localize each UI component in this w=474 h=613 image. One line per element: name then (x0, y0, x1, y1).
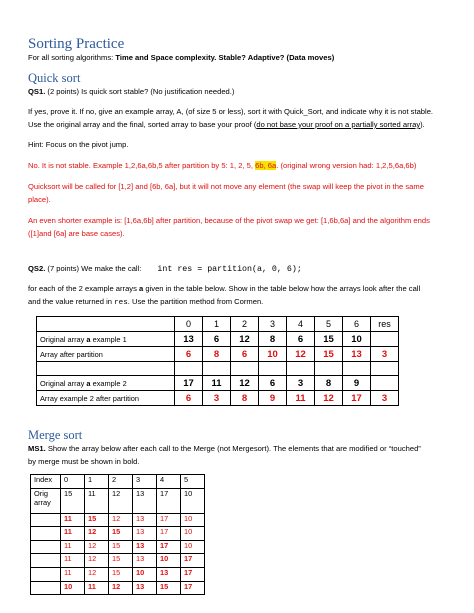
row-label: Original array a example 1 (37, 332, 175, 347)
table-cell: 6 (175, 391, 203, 406)
qs1-answer-1-pre: No. It is not stable. Example 1,2,6a,6b,5 after partition by 5: 1, 2, 5, (28, 161, 256, 170)
table-cell: 12 (109, 488, 133, 513)
qs1-hint: Hint: Focus on the pivot jump. (28, 140, 129, 149)
merge-header-cell: 2 (109, 475, 133, 489)
qs1-answer-1-highlight: 6b, 6a (255, 161, 277, 170)
merge-step-label (31, 527, 61, 541)
merge-header-cell: 0 (61, 475, 85, 489)
table-cell: 13 (133, 513, 157, 527)
table-cell: 17 (343, 391, 371, 406)
merge-orig-label: Orig array (31, 488, 61, 513)
table-cell: 10 (157, 554, 181, 568)
table-cell: 13 (133, 540, 157, 554)
table-cell: 6 (231, 347, 259, 362)
partition-header-cell: 3 (259, 317, 287, 332)
merge-table (30, 474, 205, 595)
row-label: Original array a example 2 (37, 376, 175, 391)
table-cell: 13 (175, 332, 203, 347)
table-cell: 8 (203, 347, 231, 362)
table-cell: 15 (109, 527, 133, 541)
partition-row-example-2 (37, 376, 399, 391)
table-cell: 15 (109, 540, 133, 554)
table-cell: 17 (181, 581, 205, 595)
table-cell: 11 (203, 376, 231, 391)
merge-step-label (31, 581, 61, 595)
quicksort-heading: Quick sort (28, 71, 81, 85)
partition-header-cell: 6 (343, 317, 371, 332)
table-cell: 17 (181, 567, 205, 581)
table-cell: 11 (85, 581, 109, 595)
table-cell: 13 (133, 488, 157, 513)
partition-row-after-2 (37, 391, 399, 406)
qs2-desc-2 (28, 296, 452, 310)
merge-header-cell: 3 (133, 475, 157, 489)
partition-row-example-1 (37, 332, 399, 347)
table-cell: 17 (157, 527, 181, 541)
table-cell: 15 (85, 513, 109, 527)
qs2-code: int res = partition(a, 0, 6); (157, 265, 302, 274)
qs1-question (28, 86, 452, 99)
qs1-line2-underlined: do not base your proof on a partially sorted array (256, 120, 421, 129)
qs2-desc-1-pre: for each of the 2 example arrays (28, 284, 140, 293)
table-cell: 17 (157, 488, 181, 513)
table-cell: 10 (343, 332, 371, 347)
table-cell: 15 (109, 567, 133, 581)
table-cell (371, 332, 399, 347)
intro-bold: Time and Space complexity. Stable? Adaptive? (Data moves) (115, 53, 335, 62)
merge-step-label (31, 540, 61, 554)
table-cell: 8 (231, 391, 259, 406)
table-cell: 8 (259, 332, 287, 347)
table-cell: 10 (61, 581, 85, 595)
table-cell: 11 (61, 513, 85, 527)
table-cell: 6 (287, 332, 315, 347)
table-cell: 17 (181, 554, 205, 568)
merge-step-row (31, 581, 205, 595)
table-cell: 3 (371, 347, 399, 362)
qs1-answer-3-l1: An even shorter example is: [1,6a,6b] after partition, because of the pivot swap we get: [1,6b,6a] and the algorithm ends (28, 216, 430, 225)
table-cell: 13 (157, 567, 181, 581)
table-cell: 13 (133, 554, 157, 568)
table-cell: 12 (85, 527, 109, 541)
merge-header-cell: 4 (157, 475, 181, 489)
table-cell: 3 (287, 376, 315, 391)
merge-header-label: Index (31, 475, 61, 489)
table-cell: 10 (181, 540, 205, 554)
qs1-line2 (28, 119, 452, 132)
row-label: Array after partition (37, 347, 175, 362)
table-cell: 17 (157, 540, 181, 554)
table-cell: 10 (181, 513, 205, 527)
qs2-desc-1-post: given in the table below. Show in the table below how the arrays look after the call (143, 284, 421, 293)
table-cell: 12 (287, 347, 315, 362)
merge-step-row (31, 540, 205, 554)
table-cell: 12 (85, 554, 109, 568)
table-cell: 6 (259, 376, 287, 391)
table-cell: 8 (315, 376, 343, 391)
merge-step-row (31, 527, 205, 541)
ms1-label: MS1. (28, 444, 46, 453)
qs2-question-text: (7 points) We make the call: (45, 264, 142, 273)
partition-row-after-1 (37, 347, 399, 362)
merge-step-row (31, 554, 205, 568)
qs2-desc-2-code: res (114, 299, 128, 307)
partition-header-cell: res (371, 317, 399, 332)
partition-header-empty (37, 317, 175, 332)
qs1-line1: If yes, prove it. If no, give an example array, A, (of size 5 or less), sort it with Quick_Sort, and indicate why it is not stable. (28, 107, 434, 116)
qs1-answer-3-l2: ([1]and [6a] are base cases). (28, 229, 125, 238)
qs2-label: QS2. (28, 264, 46, 273)
qs1-answer-2-l1: Quicksort will be called for [1,2] and [6b, 6a], but it will not move any element (the swap will keep the pivot in the same (28, 182, 424, 191)
table-cell: 12 (109, 581, 133, 595)
table-cell: 10 (259, 347, 287, 362)
table-cell: 13 (133, 527, 157, 541)
table-cell: 11 (61, 554, 85, 568)
qs2-desc-1 (28, 283, 452, 296)
partition-header-cell: 1 (203, 317, 231, 332)
partition-header-cell: 5 (315, 317, 343, 332)
qs1-label: QS1. (28, 87, 46, 96)
qs1-answer-2-l2: place). (28, 195, 51, 204)
table-cell: 10 (181, 527, 205, 541)
qs1-line2-pre: Use the original array and the final, sorted array to base your proof ( (28, 120, 257, 129)
merge-orig-row (31, 488, 205, 513)
table-cell: 12 (231, 376, 259, 391)
ms1-line1 (28, 443, 452, 456)
partition-table (36, 316, 399, 406)
qs2-desc-2-pre: and the value returned in (28, 297, 115, 306)
intro-text: For all sorting algorithms: (28, 53, 116, 62)
merge-header-cell: 5 (181, 475, 205, 489)
partition-header-cell: 0 (175, 317, 203, 332)
merge-header-cell: 1 (85, 475, 109, 489)
table-cell: 13 (133, 581, 157, 595)
row-label: Array example 2 after partition (37, 391, 175, 406)
table-cell: 17 (175, 376, 203, 391)
table-cell: 6 (203, 332, 231, 347)
table-cell (371, 376, 399, 391)
table-cell: 10 (133, 567, 157, 581)
merge-step-label (31, 513, 61, 527)
table-cell: 11 (61, 540, 85, 554)
table-cell: 15 (315, 332, 343, 347)
table-cell: 15 (109, 554, 133, 568)
table-cell: 6 (175, 347, 203, 362)
table-cell: 12 (231, 332, 259, 347)
qs1-answer-1 (28, 160, 452, 173)
merge-steps (31, 513, 205, 595)
merge-step-label (31, 567, 61, 581)
table-cell: 12 (315, 391, 343, 406)
partition-header-cell: 4 (287, 317, 315, 332)
merge-step-label (31, 554, 61, 568)
table-cell: 11 (85, 488, 109, 513)
table-cell: 11 (287, 391, 315, 406)
table-cell: 11 (61, 527, 85, 541)
table-cell: 3 (203, 391, 231, 406)
partition-header-row (37, 317, 399, 332)
table-cell: 10 (181, 488, 205, 513)
page-title: Sorting Practice (28, 36, 125, 52)
merge-heading: Merge sort (28, 428, 83, 442)
merge-step-row (31, 567, 205, 581)
qs2-desc-2-post: . Use the partition method from Cormen. (127, 297, 264, 306)
table-cell: 11 (61, 567, 85, 581)
table-cell: 12 (85, 540, 109, 554)
table-cell: 15 (157, 581, 181, 595)
table-cell: 15 (315, 347, 343, 362)
ms1-line1-text: Show the array below after each call to the Merge (not Mergesort). The elements that are modified or “touched” (45, 444, 421, 453)
table-cell: 12 (109, 513, 133, 527)
qs2-desc-1-bold: a (139, 284, 144, 293)
partition-header-cell: 2 (231, 317, 259, 332)
table-cell: 9 (259, 391, 287, 406)
ms1-line2: by merge must be shown in bold. (28, 457, 140, 466)
qs2-question (28, 263, 452, 277)
table-cell: 3 (371, 391, 399, 406)
table-cell: 17 (157, 513, 181, 527)
table-cell: 9 (343, 376, 371, 391)
table-cell: 12 (85, 567, 109, 581)
partition-spacer-row (37, 362, 399, 376)
qs1-line2-post: ). (420, 120, 425, 129)
qs1-answer-1-post: . (original wrong version had: 1,2,5,6a,6b) (276, 161, 417, 170)
table-cell: 13 (343, 347, 371, 362)
intro-line (28, 52, 452, 65)
merge-step-row (31, 513, 205, 527)
merge-header-row (31, 475, 205, 489)
table-cell: 15 (61, 488, 85, 513)
qs1-question-text: (2 points) Is quick sort stable? (No justification needed.) (45, 87, 235, 96)
